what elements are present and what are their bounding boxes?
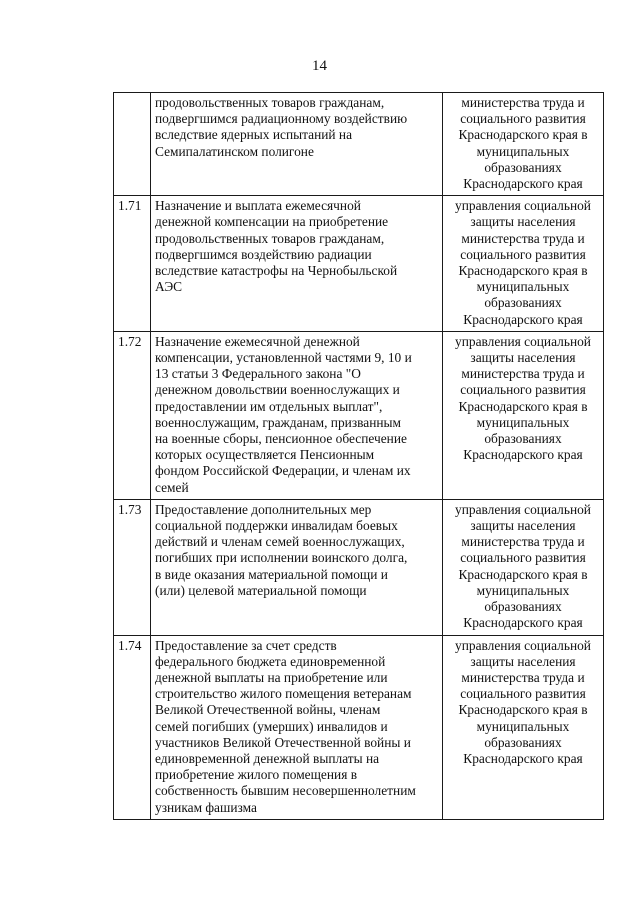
responsible-organization: управления социальной защиты населения министерства труда и социального развития Краснодарского края в муниципальных образованиях Краснодарского края [455,333,591,463]
service-description-cell [151,93,443,196]
responsible-organization-cell [443,635,604,819]
row-number: 1.74 [114,635,151,819]
services-table [113,92,604,820]
service-description: продовольственных товаров гражданам, подвергшимся радиационному воздействию вследствие ядерных испытаний на Семипалатинском полигоне [155,95,408,159]
table-row [114,331,604,499]
service-description-cell [151,499,443,635]
row-number: 1.71 [114,196,151,332]
row-number [114,93,151,196]
responsible-organization: управления социальной защиты населения министерства труда и социального развития Краснодарского края в муниципальных образованиях Краснодарского края [455,637,591,766]
table-row [114,196,604,332]
page-number: 14 [312,58,327,74]
table-row [114,635,604,819]
service-description: Назначение и выплата ежемесячной денежной компенсации на приобретение продовольственных товаров гражданам, подвергшимся воздействию радиации вследствие катастрофы на Чернобыльской АЭС [155,198,398,295]
responsible-organization-cell [443,331,604,499]
service-description: Предоставление дополнительных мер социальной поддержки инвалидам боевых действий и членам семей военнослужащих, погибших при исполнении воинского долга, в виде оказания материальной помощи и (или) целевой материальной помощи [155,501,408,598]
responsible-organization: управления социальной защиты населения министерства труда и социального развития Краснодарского края в муниципальных образованиях Краснодарского края [455,501,591,631]
responsible-organization-cell [443,499,604,635]
responsible-organization-cell [443,196,604,332]
table-row [114,93,604,196]
service-description-cell [151,635,443,819]
service-description: Назначение ежемесячной денежной компенсации, установленной частями 9, 10 и 13 статьи 3 Федерального закона "О денежном довольствии военнослужащих и предоставлении им отдельных выплат", военнослужащим, гражданам, призванным на военные сборы, пенсионное обеспечение которых осуществляется Пенсионным фондом Российской Федерации, и членам их семей [155,333,412,495]
service-description: Предоставление за счет средств федерального бюджета единовременной денежной выплаты на приобретение или строительство жилого помещения ветеранам Великой Отечественной войны, членам семей погибших (умерших) инвалидов и участников Великой Отечественной войны и единовременной денежной выплаты на приобретение жилого помещения в собственность бывшим несовершеннолетним узникам фашизма [155,637,416,815]
responsible-organization-cell [443,93,604,196]
row-number: 1.72 [114,331,151,499]
table-row [114,499,604,635]
responsible-organization: управления социальной защиты населения министерства труда и социального развития Краснодарского края в муниципальных образованиях Краснодарского края [455,198,591,327]
row-number: 1.73 [114,499,151,635]
responsible-organization: министерства труда и социального развития Краснодарского края в муниципальных образованиях Краснодарского края [458,95,588,192]
service-description-cell [151,196,443,332]
service-description-cell [151,331,443,499]
